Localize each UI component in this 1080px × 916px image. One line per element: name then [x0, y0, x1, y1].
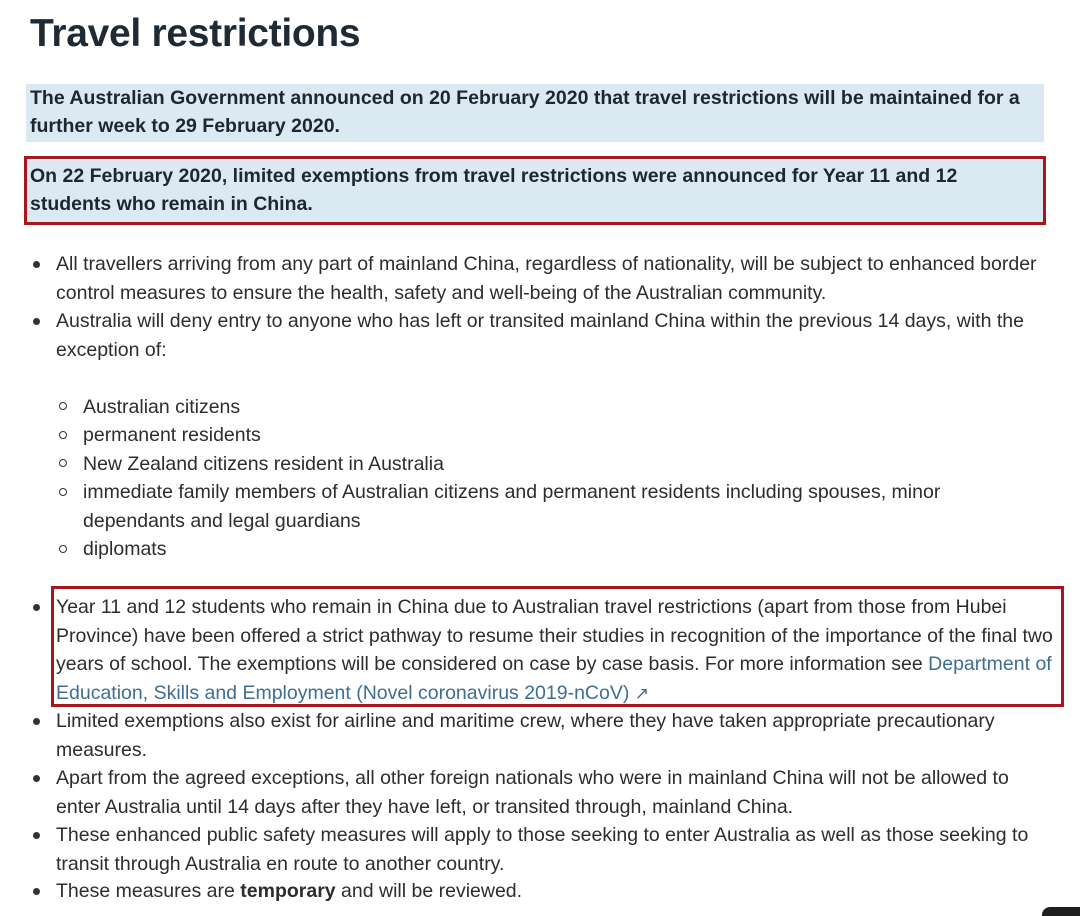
list-item-text: These measures are	[56, 880, 241, 902]
bullet-icon	[33, 604, 40, 611]
list-item: All travellers arriving from any part of mainland China, regardless of nationality, will be subject to enhanced border control measures to ensure the health, safety and well-being of the Australian community.	[56, 253, 1037, 304]
emphasis-text: temporary	[240, 880, 336, 902]
bullet-icon	[33, 832, 40, 839]
list-item	[56, 593, 1056, 708]
list-item: Apart from the agreed exceptions, all other foreign nationals who were in mainland China will not be allowed to enter Australia until 14 days after they have left, or transited through, mainland China.	[56, 767, 1009, 818]
sub-list-item: New Zealand citizens resident in Australia	[83, 453, 444, 475]
bullet-icon	[33, 718, 40, 725]
bullet-icon	[33, 261, 40, 268]
list-item: Limited exemptions also exist for airline and maritime crew, where they have taken appropriate precautionary measures.	[56, 710, 995, 761]
circle-bullet-icon	[59, 431, 67, 439]
list-item-text: Year 11 and 12 students who remain in China due to Australian travel restrictions (apart from those from Hubei Province) have been offered a strict pathway to resume their studies in recognition of the importance of the final two years of school. The exemptions will be considered on case by case basis. For more information see	[56, 596, 1053, 675]
education-department-link[interactable]: Department of Education, Skills and Employment (Novel coronavirus 2019-nCoV)	[56, 653, 1052, 704]
bullet-icon	[33, 318, 40, 325]
bullet-icon	[33, 775, 40, 782]
list-item-text: and will be reviewed.	[335, 880, 523, 902]
circle-bullet-icon	[59, 488, 67, 496]
list-item: These enhanced public safety measures will apply to those seeking to enter Australia as well as those seeking to transit through Australia en route to another country.	[56, 824, 1029, 875]
external-link-icon[interactable]: ↗	[634, 683, 650, 703]
list-item	[56, 877, 1056, 906]
exemption-notice: On 22 February 2020, limited exemptions from travel restrictions were announced for Year 11 and 12 students who remain in China.	[26, 160, 1044, 222]
scroll-corner	[1042, 907, 1080, 916]
list-item: Australia will deny entry to anyone who has left or transited mainland China within the previous 14 days, with the exception of:	[56, 310, 1024, 361]
bullet-icon	[33, 888, 40, 895]
sub-list-item: Australian citizens	[83, 396, 241, 418]
sub-list-item: immediate family members of Australian citizens and permanent residents including spouses, minor dependants and legal guardians	[83, 481, 941, 532]
page-title: Travel restrictions	[30, 12, 361, 55]
circle-bullet-icon	[59, 545, 67, 553]
sub-list-item: permanent residents	[83, 424, 261, 446]
circle-bullet-icon	[59, 402, 67, 410]
circle-bullet-icon	[59, 459, 67, 467]
announcement-notice: The Australian Government announced on 20 February 2020 that travel restrictions will be maintained for a further week to 29 February 2020.	[26, 84, 1044, 142]
sub-list-item: diplomats	[83, 538, 167, 560]
